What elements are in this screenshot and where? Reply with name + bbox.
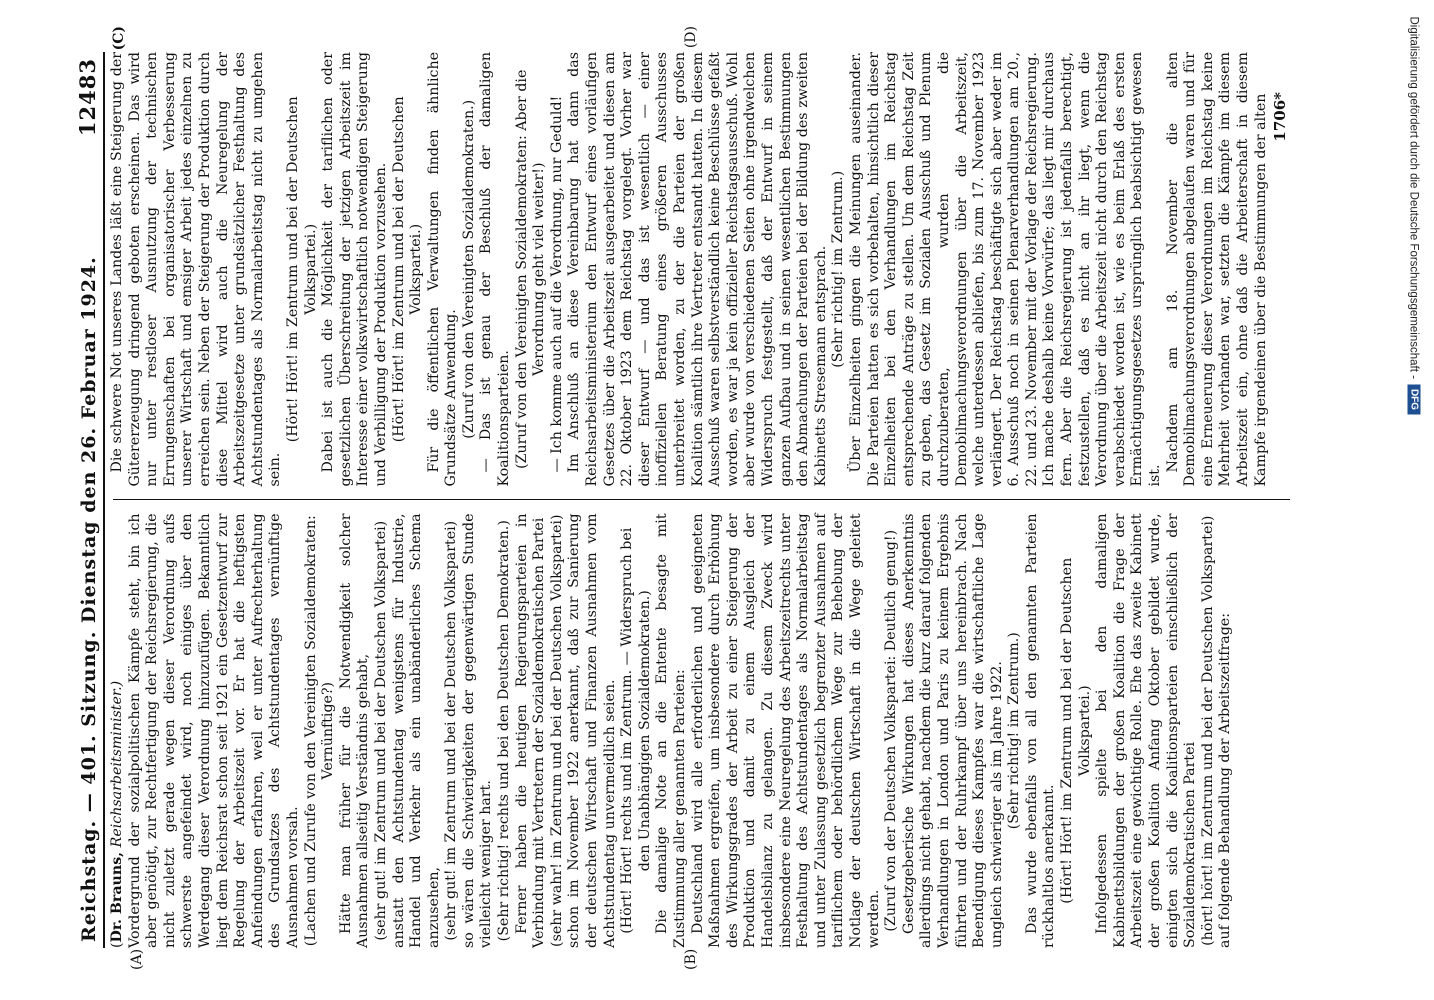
right-paragraph: Im Anschluß an diese Vereinbarung hat dann das Reichsarbeitsministerium den Entwurf eines vorläufigen Gesetzes über die Arbeitszeit ausgearbeitet und diesen am 22. Oktober 1923 dem Reichstag vorgelegt. Vorher war dieser Entwurf — und das ist wesentlich — einer inoffiziellen Beratung eines größeren Ausschusses unterbreitet worden, zu der die Parteien der großen Koalition sämtlich ihre Vertreter entsandt hatten. In diesem Ausschuß waren selbstverständlich keine Beschlüsse gefaßt worden, es war ja kein offizieller Reichstagsausschuß. Wohl aber wurde von verschiedenen Seiten ohne irgendwelchen Widerspruch festgestellt, daß der Entwurf in seinem ganzen Aufbau und in seinen wesentlichen Bestimmungen den Abmachungen der Parteien bei der Bildung des zweiten Kabinetts Stresemann entsprach.	[566, 52, 829, 487]
header-title: Reichstag. — 401. Sitzung. Dienstag den 26. Februar 1924.	[78, 256, 100, 942]
left-paragraph: so wären die Schwierigkeiten der gegenwärtigen Stunde vielleicht weniger hart.	[460, 513, 495, 948]
two-column-body	[109, 26, 1290, 970]
left-interjection: (hört! hört! im Zentrum und bei der Deutschen Volkspartei)	[1199, 515, 1216, 946]
left-paragraph: Gesetzgeberische Wirkungen hat dieses Anerkenntnis allerdings nicht gehabt, nachdem die kurz darauf folgenden Verhandlungen in London und Paris zu keinem Ergebnis führten und der Ruhrkampf über uns hereinbrach. Nach Beendigung dieses Kampfes war die wirtschaftliche Lage ungleich schwieriger als im Jahre 1922.	[900, 513, 1005, 948]
page-number: 12483	[75, 58, 100, 137]
left-paragraph: Infolgedessen spielte bei den damaligen Kabinettsbildungen der großen Koalition die Frage der Arbeitszeit eine gewichtige Rolle. Ehe das zweite Kabinett der großen Koalition Anfang Oktober gebildet wurde, einigten sich die Koalitionsparteien einschließlich der Sozialdemokratischen Partei	[1094, 513, 1199, 948]
credit-text: Digitalisierung gefördert durch die Deutsche Forschungsgemeinschaft -	[1408, 16, 1420, 379]
speaker-line: (Dr. Brauns, Reichsarbeitsminister.)	[109, 680, 125, 948]
margin-mark-c: (C)	[111, 26, 127, 51]
right-paragraph: — Ich komme auch auf die Verordnung, nur Geduld!	[548, 95, 565, 473]
left-paragraph: anstatt den Achtstundentag wenigstens für Industrie, Handel und Verkehr als ein unabänderliches Schema anzusehen,	[390, 513, 442, 948]
left-quotation: Deutschland wird alle erforderlichen und geeigneten Maßnahmen ergreifen, um insbesondere durch Erhöhung des Wirkungsgrades der Arbeit zu einer Steigerung der Produktion und damit zu einem Ausgleich der Handelsbilanz zu gelangen. Zu diesem Zweck wird insbesondere eine Neuregelung des Arbeitszeitrechts unter Festhaltung des Achtstundentages als Normalarbeitstag und unter Zulassung gesetzlich begrenzter Ausnahmen auf tariflichem oder behördlichem Wege zur Behebung der Notlage der deutschen Wirtschaft in die Wege geleitet werden.	[689, 513, 882, 948]
dfg-logo: DFG	[1408, 385, 1421, 414]
left-interjection: (Sehr richtig! rechts und bei den Deutschen Demokraten.)	[496, 520, 513, 942]
speaker-name: Dr. Brauns,	[109, 851, 125, 943]
left-paragraph: Hätte man früher für die Notwendigkeit solcher Ausnahmen allseitig Verständnis gehabt,	[337, 513, 372, 948]
right-quotation: Für die öffentlichen Verwaltungen finden ähnliche Grundsätze Anwendung.	[425, 52, 460, 487]
left-column	[109, 513, 1290, 970]
column-divider	[113, 500, 1290, 501]
left-interjection: (Hört! Hört! rechts und im Zentrum. — Widerspruch bei den Unabhängigen Sozialdemokraten.)	[619, 527, 653, 934]
right-interjection: (Zuruf von den Vereinigten Sozialdemokraten.)	[460, 99, 477, 439]
left-interjection: (Lachen und Zurufe von den Vereinigten Sozialdemokraten: Vernünftige?)	[302, 515, 337, 947]
right-quotation: Dabei ist auch die Möglichkeit der tariflichen oder gesetzlichen Überschreitung der jetzigen Arbeitszeit im Interesse einer volkswirtschaftlich notwendigen Steigerung und Verbilligung der Produktion vorzusehen.	[320, 52, 389, 487]
right-paragraph: — Das ist genau der Beschluß der damaligen Koalitionsparteien.	[478, 52, 513, 487]
page-header	[75, 52, 105, 948]
right-column	[109, 26, 1290, 487]
margin-mark-d: (D)	[683, 26, 699, 49]
right-interjection: (Zuruf von den Vereinigten Sozialdemokraten: Aber die Verordnung geht viel weiter!)	[513, 69, 548, 469]
margin-mark-a: (A)	[129, 948, 145, 970]
left-interjection: (Sehr richtig! im Zentrum.)	[1006, 632, 1023, 830]
right-interjection: (Hört! Hört! im Zentrum und bei der Deutschen Volkspartei.)	[390, 96, 425, 443]
left-interjection: (sehr gut! im Zentrum und bei der Deutschen Volkspartei)	[372, 520, 389, 941]
right-interjection: (Hört! Hört! im Zentrum und bei der Deutschen Volkspartei.)	[284, 96, 319, 443]
right-paragraph: Nachdem am 18. November die alten Demobilmachungsverordnungen abgelaufen waren und für eine Erneuerung dieser Verordnungen im Reichstag keine Mehrheit vorhanden war, setzten die Kämpfe im diesem Arbeitszeit ein, ohne daß die Arbeiterschaft in diesem Kampfe irgendeinen über die Bestimmungen der alten	[1164, 52, 1269, 487]
left-paragraph: Das wurde ebenfalls von all den genannten Parteien rückhaltlos anerkannt.	[1023, 513, 1058, 948]
rotated-newspaper-page	[57, 26, 1377, 970]
left-paragraph: Ferner haben die heutigen Regierungsparteien in Verbindung mit Vertretern der Sozialdemokratischen Partei	[513, 513, 548, 948]
left-paragraph: Vordergrund der sozialpolitischen Kämpfe steht, bin ich aber genötigt, zur Rechtfertigung der Reichsregierung, die nicht zuletzt gerade wegen dieser Verordnung aufs schwerste angefeindet wird, noch einiges über den Werdegang dieser Verordnung hinzuzufügen. Bekanntlich liegt dem Reichsrat schon seit 1921 ein Gesetzentwurf zur Regelung der Arbeitszeit vor. Er hat die heftigsten Anfeindungen erfahren, weil er unter Aufrechterhaltung des Grundsatzes des Achtstundentages vernünftige Ausnahmen vorsah.	[126, 513, 301, 948]
left-paragraph: schon im November 1922 anerkannt, daß zur Sanierung der deutschen Wirtschaft und Finanzen Ausnahmen vom Achtstundentag unvermeidlich seien.	[566, 513, 618, 948]
credit-line	[1408, 17, 1421, 897]
right-interjection: (Sehr richtig! im Zentrum.)	[830, 170, 847, 368]
left-paragraph: Die damalige Note an die Entente besagte mit Zustimmung aller genannten Parteien:	[654, 513, 688, 948]
right-quotation: Die schwere Not unseres Landes läßt eine Steigerung der Gütererzeugung dringend geboten erscheinen. Das wird nur unter restloser Ausnutzung der technischen Errungenschaften bei organisatorischer Verbesserung unserer Wirtschaft und emsiger Arbeit jedes einzelnen zu erreichen sein. Neben der Steigerung der Produktion durch diese Mittel wird auch die Neuregelung der Arbeitszeitgesetze unter grundsätzlicher Festhaltung des Achtstundentages als Normalarbeitstag nicht zu umgehen sein.	[109, 52, 284, 487]
left-paragraph: auf folgende Behandlung der Arbeitszeitfrage:	[1217, 613, 1234, 948]
left-interjection: (Zuruf von der Deutschen Volkspartei: Deutlich genug!)	[883, 529, 900, 932]
left-interjection: (sehr gut! im Zentrum und bei der Deutschen Volkspartei)	[443, 520, 460, 941]
sheet-signature: 1706*	[1271, 92, 1290, 142]
right-paragraph: Über Einzelheiten gingen die Meinungen auseinander. Die Parteien hatten es sich vorbehalten, hinsichtlich dieser Einzelheiten bei den Verhandlungen im Reichstag entsprechende Anträge zu stellen. Um dem Reichstag Zeit zu geben, das Gesetz im Sozialen Ausschuß und Plenum durchzuberaten, wurden die Demobilmachungsverordnungen über die Arbeitszeit, welche unterdessen abliefen, bis zum 17. November 1923 verlängert. Der Reichstag beschäftigte sich aber weder im 6. Ausschuß noch in seinen Plenarverhandlungen am 20., 22. und 23. November mit der Vorlage der Reichsregierung. Ich mache deshalb keine Vorwürfe; das liegt mir durchaus fern. Aber die Reichsregierung ist jedenfalls berechtigt, festzustellen, daß es nicht an ihr liegt, wenn die Verordnung über die Arbeitszeit nicht durch den Reichstag verabschiedet worden ist, wie es beim Erlaß des ersten Ermächtigungsgesetzes ursprünglich beabsichtigt gewesen ist.	[847, 52, 1164, 487]
digitization-credit	[1402, 10, 1426, 990]
left-interjection: (sehr wahr! im Zentrum und bei der Deutschen Volkspartei)	[548, 514, 565, 947]
speaker-role: Reichsarbeitsminister.)	[109, 680, 125, 848]
margin-mark-b: (B)	[683, 948, 699, 970]
left-interjection: (Hört! Hört! im Zentrum und bei der Deutschen Volkspartei.)	[1059, 557, 1093, 904]
